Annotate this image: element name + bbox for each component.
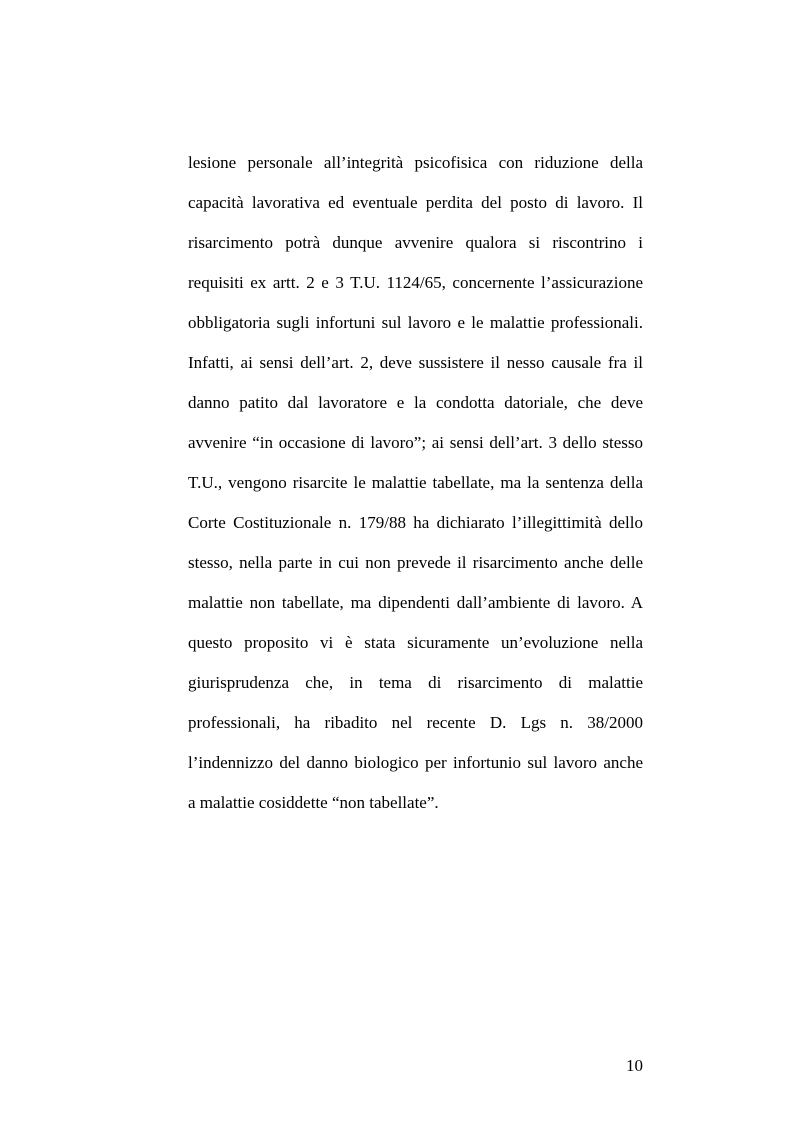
text-line: avvenire “in occasione di lavoro”; ai sensi dell’art. 3 dello stesso [188,433,643,452]
text-line: lesione personale all’integrità psicofisica con riduzione della [188,153,643,172]
text-line: obbligatoria sugli infortuni sul lavoro e le malattie professionali. [188,313,643,332]
text-line: questo proposito vi è stata sicuramente un’evoluzione nella [188,633,643,652]
text-line: capacità lavorativa ed eventuale perdita del posto di lavoro. Il [188,193,643,212]
text-line: requisiti ex artt. 2 e 3 T.U. 1124/65, concernente l’assicurazione [188,273,643,292]
text-line: Infatti, ai sensi dell’art. 2, deve sussistere il nesso causale fra il [188,353,643,372]
text-line: giurisprudenza che, in tema di risarcimento di malattie [188,673,643,692]
text-line: risarcimento potrà dunque avvenire qualora si riscontrino i [188,233,643,252]
text-line: T.U., vengono risarcite le malattie tabellate, ma la sentenza della [188,473,643,492]
page-number: 10 [626,1056,643,1075]
text-line: stesso, nella parte in cui non prevede il risarcimento anche delle [188,553,643,572]
text-line: Corte Costituzionale n. 179/88 ha dichiarato l’illegittimità dello [188,513,643,532]
text-line: a malattie cosiddette “non tabellate”. [188,793,439,812]
text-line: l’indennizzo del danno biologico per infortunio sul lavoro anche [188,753,643,772]
text-line: malattie non tabellate, ma dipendenti dall’ambiente di lavoro. A [188,593,643,612]
text-line: danno patito dal lavoratore e la condotta datoriale, che deve [188,393,643,412]
body-text [188,146,643,826]
text-line: professionali, ha ribadito nel recente D. Lgs n. 38/2000 [188,713,643,732]
